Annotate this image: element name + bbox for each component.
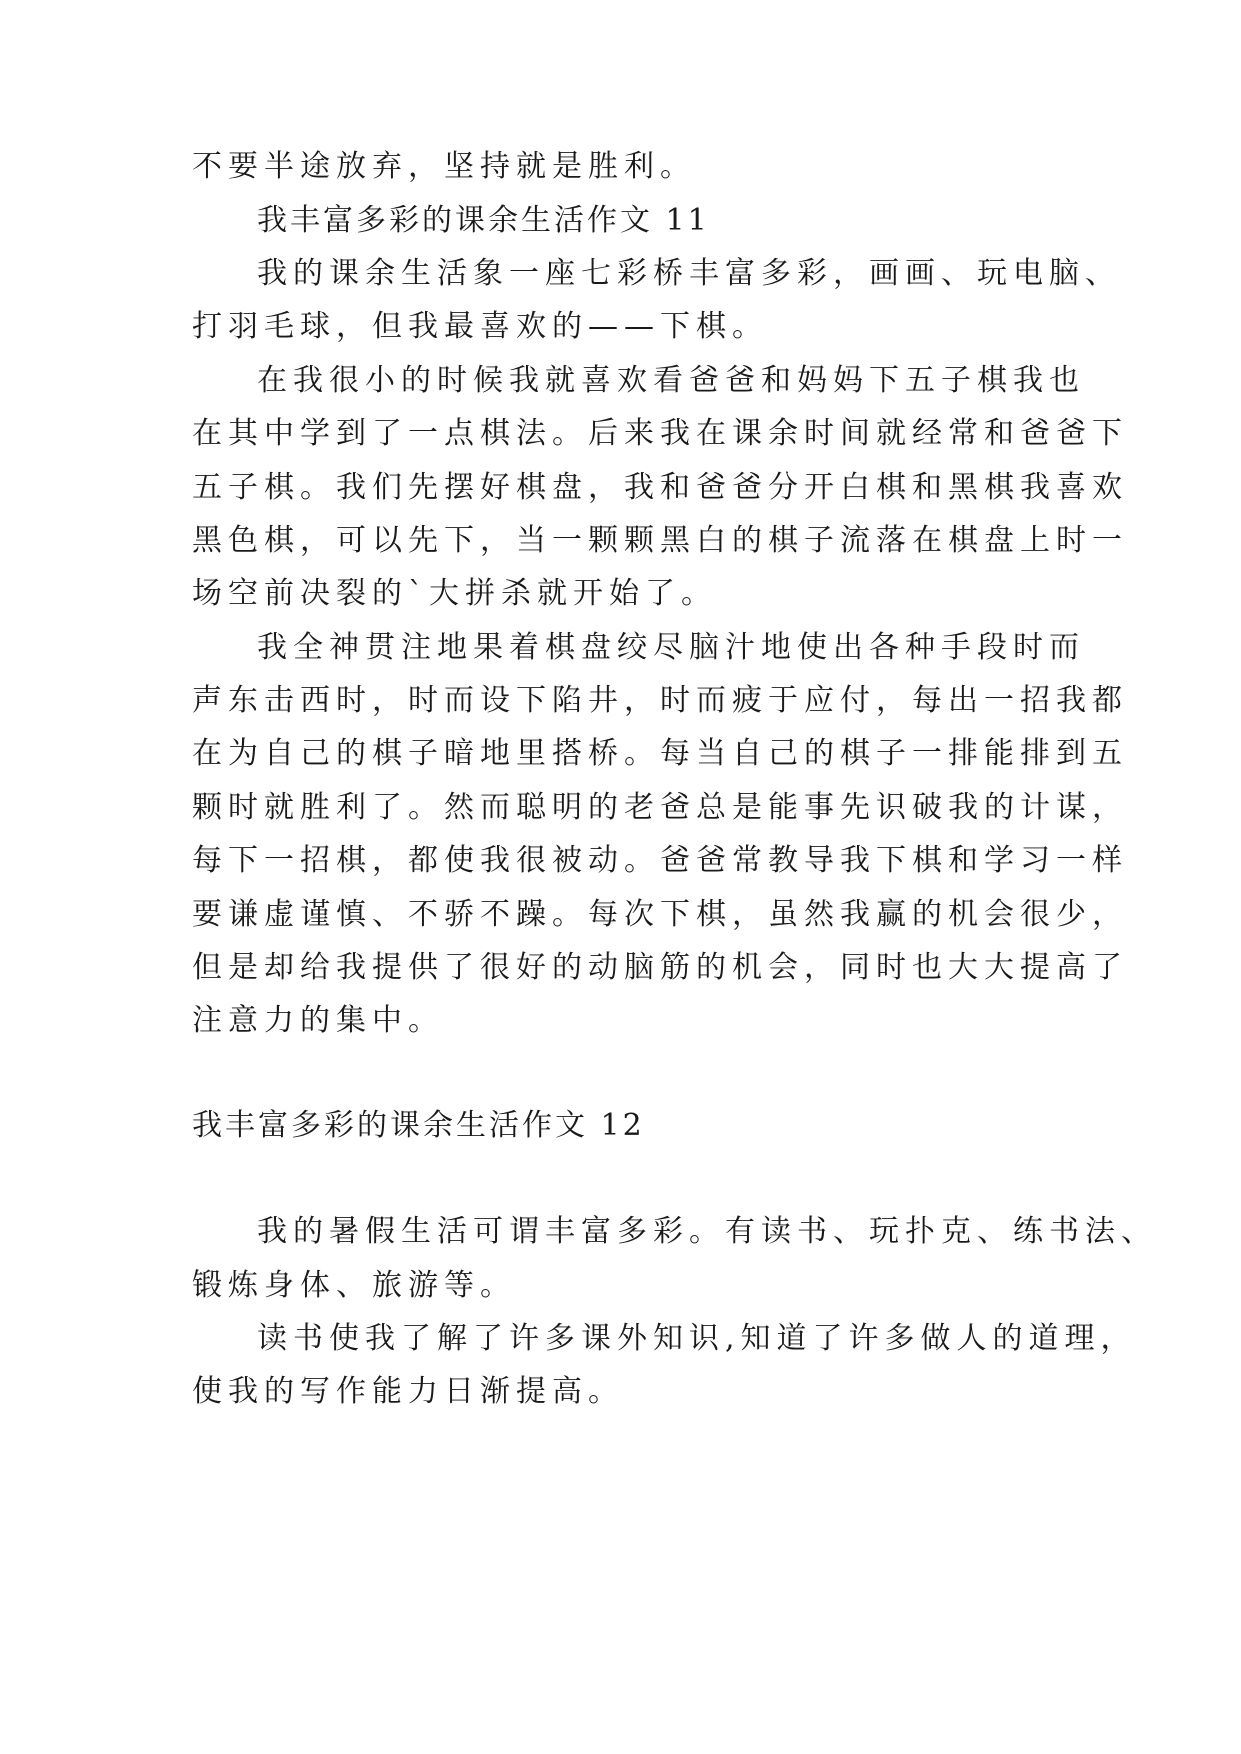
paragraph-line: 但是却给我提供了很好的动脑筋的机会，同时也大大提高了 [192,950,1128,985]
paragraph-line: 我全神贯注地果着棋盘绞尽脑汁地使出各种手段时而 [257,630,1085,665]
paragraph-line: 注意力的集中。 [192,1003,444,1038]
paragraph-line: 在其中学到了一点棋法。后来我在课余时间就经常和爸爸下 [192,416,1128,451]
paragraph-line: 场空前决裂的`大拼杀就开始了。 [192,576,717,611]
essay-heading: 我丰富多彩的课余生活作文 12 [192,1108,645,1143]
paragraph-line: 黑色棋，可以先下，当一颗颗黑白的棋子流落在棋盘上时一 [192,523,1128,558]
paragraph-line: 打羽毛球，但我最喜欢的——下棋。 [192,309,768,344]
paragraph-line: 声东击西时，时而设下陷井，时而疲于应付，每出一招我都 [192,683,1128,718]
paragraph-line: 要谦虚谨慎、不骄不躁。每次下棋，虽然我赢的机会很少， [192,897,1128,932]
paragraph-line: 不要半途放弃，坚持就是胜利。 [192,149,696,184]
paragraph-line: 我的课余生活象一座七彩桥丰富多彩，画画、玩电脑、 [257,256,1121,291]
paragraph-line: 读书使我了解了许多课外知识,知道了许多做人的道理， [257,1321,1137,1356]
paragraph-line: 锻炼身体、旅游等。 [192,1268,516,1303]
essay-heading: 我丰富多彩的课余生活作文 11 [257,203,710,238]
paragraph-line: 我的暑假生活可谓丰富多彩。有读书、玩扑克、练书法、 [257,1214,1157,1249]
paragraph-line: 使我的写作能力日渐提高。 [192,1374,624,1409]
paragraph-line: 每下一招棋，都使我很被动。爸爸常教导我下棋和学习一样 [192,843,1128,878]
paragraph-line: 在我很小的时候我就喜欢看爸爸和妈妈下五子棋我也 [257,363,1085,398]
paragraph-line: 在为自己的棋子暗地里搭桥。每当自己的棋子一排能排到五 [192,736,1128,771]
paragraph-line: 五子棋。我们先摆好棋盘，我和爸爸分开白棋和黑棋我喜欢 [192,470,1128,505]
paragraph-line: 颗时就胜利了。然而聪明的老爸总是能事先识破我的计谋， [192,790,1128,825]
